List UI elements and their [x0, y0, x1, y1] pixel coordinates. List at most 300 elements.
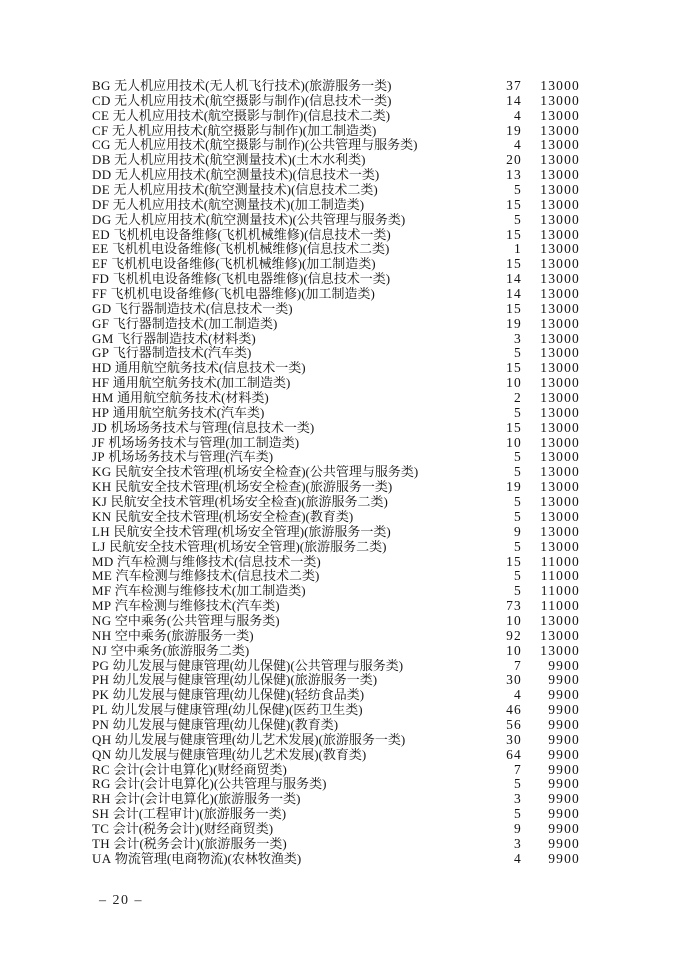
program-title: 幼儿发展与健康管理(幼儿保健)(教育类)	[112, 717, 339, 732]
enrollment-count: 5	[514, 776, 522, 792]
enrollment-count: 19	[506, 479, 522, 495]
tuition-fee: 9900	[548, 850, 580, 866]
table-row	[0, 614, 680, 629]
table-row	[0, 317, 680, 332]
program-code: DG	[92, 212, 112, 227]
table-row	[0, 480, 680, 495]
tuition-fee: 9900	[548, 716, 580, 732]
table-row	[0, 569, 680, 584]
tuition-fee: 13000	[540, 78, 580, 93]
program-name	[92, 525, 472, 540]
tuition-fee: 13000	[540, 152, 580, 168]
table-row	[0, 465, 680, 480]
program-name	[92, 599, 472, 614]
table-row	[0, 213, 680, 228]
program-name	[92, 703, 472, 718]
program-name	[92, 361, 472, 376]
program-name	[92, 763, 472, 778]
program-code: KN	[92, 509, 112, 524]
program-name	[92, 614, 472, 629]
program-code: LH	[92, 524, 110, 539]
enrollment-count: 4	[514, 850, 522, 866]
program-title: 会计(会计电算化)(公共管理与服务类)	[114, 777, 327, 792]
enrollment-count: 5	[514, 806, 522, 822]
program-code: KH	[92, 480, 112, 495]
program-title: 民航安全技术管理(机场安全检查)(旅游服务一类)	[114, 480, 393, 495]
tuition-fee: 11000	[540, 583, 580, 599]
enrollment-count: 15	[506, 256, 522, 272]
tuition-fee: 13000	[540, 196, 580, 212]
enrollment-count: 5	[514, 568, 522, 584]
program-code: HP	[92, 405, 110, 420]
table-row	[0, 287, 680, 302]
program-name	[92, 792, 472, 807]
enrollment-count: 19	[506, 122, 522, 138]
tuition-fee: 11000	[540, 568, 580, 584]
table-row	[0, 109, 680, 124]
program-name	[92, 822, 472, 837]
enrollment-count: 15	[506, 553, 522, 569]
table-row	[0, 495, 680, 510]
table-row	[0, 822, 680, 837]
enrollment-count: 9	[514, 820, 522, 836]
enrollment-count: 5	[514, 583, 522, 599]
table-row	[0, 436, 680, 451]
table-row	[0, 837, 680, 852]
program-code: PH	[92, 673, 110, 688]
program-title: 幼儿发展与健康管理(幼儿艺术发展)(旅游服务一类)	[114, 732, 406, 747]
program-code: ED	[92, 227, 110, 242]
table-row	[0, 629, 680, 644]
tuition-fee: 13000	[540, 375, 580, 391]
enrollment-count: 14	[506, 92, 522, 108]
enrollment-count: 3	[514, 330, 522, 346]
enrollment-count: 7	[514, 761, 522, 777]
program-code: GP	[92, 346, 110, 361]
program-code: JF	[92, 435, 105, 450]
program-code: DF	[92, 197, 110, 212]
enrollment-count: 4	[514, 687, 522, 703]
program-name	[92, 317, 472, 332]
tuition-fee: 13000	[540, 122, 580, 138]
program-name	[92, 153, 472, 168]
table-row	[0, 138, 680, 153]
program-code: TH	[92, 836, 110, 851]
enrollment-count: 10	[506, 612, 522, 628]
table-row	[0, 346, 680, 361]
tuition-fee: 13000	[540, 612, 580, 628]
enrollment-count: 5	[514, 449, 522, 465]
table-row	[0, 792, 680, 807]
program-name	[92, 183, 472, 198]
program-title: 飞行器制造技术(材料类)	[117, 331, 256, 346]
program-code: JP	[92, 450, 105, 465]
program-code: FD	[92, 272, 110, 287]
program-name	[92, 555, 472, 570]
program-title: 会计(会计电算化)(旅游服务一类)	[114, 792, 301, 807]
tuition-fee: 13000	[540, 627, 580, 643]
program-title: 汽车检测与维修技术(信息技术二类)	[115, 569, 320, 584]
program-code: PL	[92, 703, 108, 718]
enrollment-count: 9	[514, 523, 522, 539]
enrollment-count: 5	[514, 404, 522, 420]
program-code: QH	[92, 732, 112, 747]
program-code: UA	[92, 851, 112, 866]
program-title: 无人机应用技术(航空测量技术)(信息技术一类)	[114, 168, 380, 183]
program-title: 汽车检测与维修技术(加工制造类)	[114, 584, 306, 599]
tuition-fee: 13000	[540, 390, 580, 406]
enrollment-count: 19	[506, 315, 522, 331]
program-name	[92, 480, 472, 495]
program-code: LJ	[92, 539, 106, 554]
program-code: NJ	[92, 643, 108, 658]
enrollment-count: 5	[514, 182, 522, 198]
tuition-fee: 13000	[540, 419, 580, 435]
program-title: 飞机机电设备维修(飞机电器维修)(加工制造类)	[110, 287, 375, 302]
table-row	[0, 555, 680, 570]
table-row	[0, 644, 680, 659]
program-title: 飞机机电设备维修(飞机机械维修)(信息技术一类)	[113, 227, 391, 242]
program-name	[92, 406, 472, 421]
program-code: DB	[92, 153, 111, 168]
program-code: CF	[92, 123, 109, 138]
enrollment-count: 64	[506, 746, 522, 762]
program-name	[92, 718, 472, 733]
tuition-fee: 9900	[548, 746, 580, 762]
table-row	[0, 198, 680, 213]
program-title: 汽车检测与维修技术(汽车类)	[114, 599, 280, 614]
table-row	[0, 421, 680, 436]
enrollment-count: 5	[514, 494, 522, 510]
table-row	[0, 703, 680, 718]
program-title: 幼儿发展与健康管理(幼儿保健)(轻纺食品类)	[112, 688, 365, 703]
table-row	[0, 748, 680, 763]
program-title: 会计(税务会计)(财经商贸类)	[112, 821, 274, 836]
program-name	[92, 124, 472, 139]
tuition-fee: 13000	[540, 404, 580, 420]
tuition-fee: 13000	[540, 167, 580, 183]
enrollment-count: 30	[506, 672, 522, 688]
tuition-fee: 9900	[548, 776, 580, 792]
enrollment-count: 4	[514, 107, 522, 123]
tuition-fee: 9900	[548, 761, 580, 777]
tuition-fee: 13000	[540, 226, 580, 242]
program-name	[92, 569, 472, 584]
program-title: 无人机应用技术(航空摄影与制作)(信息技术二类)	[112, 108, 391, 123]
program-title: 幼儿发展与健康管理(幼儿保健)(旅游服务一类)	[112, 673, 378, 688]
page-number: – 20 –	[99, 893, 143, 908]
tuition-fee: 11000	[540, 553, 580, 569]
program-code: PN	[92, 717, 110, 732]
program-name	[92, 302, 472, 317]
table-row	[0, 391, 680, 406]
program-title: 空中乘务(旅游服务二类)	[110, 643, 250, 658]
program-code: JD	[92, 420, 108, 435]
program-code: RC	[92, 762, 110, 777]
table-row	[0, 332, 680, 347]
program-title: 幼儿发展与健康管理(幼儿艺术发展)(教育类)	[114, 747, 367, 762]
enrollment-count: 1	[514, 241, 522, 257]
tuition-fee: 13000	[540, 523, 580, 539]
program-name	[92, 495, 472, 510]
program-title: 空中乘务(旅游服务一类)	[114, 628, 254, 643]
tuition-fee: 9900	[548, 702, 580, 718]
enrollment-count: 37	[506, 78, 522, 93]
program-code: ME	[92, 569, 113, 584]
program-name	[92, 659, 472, 674]
program-name	[92, 688, 472, 703]
table-row	[0, 540, 680, 555]
tuition-fee: 13000	[540, 300, 580, 316]
tuition-fee: 13000	[540, 360, 580, 376]
program-code: EF	[92, 257, 108, 272]
tuition-fee: 13000	[540, 137, 580, 153]
program-name	[92, 540, 472, 555]
enrollment-count: 2	[514, 390, 522, 406]
program-code: NH	[92, 628, 112, 643]
tuition-fee: 9900	[548, 672, 580, 688]
program-title: 通用航空航务技术(信息技术一类)	[114, 361, 306, 376]
program-title: 机场场务技术与管理(汽车类)	[108, 450, 274, 465]
table-row	[0, 733, 680, 748]
tuition-fee: 9900	[548, 806, 580, 822]
tuition-fee: 13000	[540, 92, 580, 108]
tuition-fee: 11000	[540, 598, 580, 614]
program-title: 幼儿发展与健康管理(幼儿保健)(公共管理与服务类)	[112, 658, 404, 673]
program-code: RG	[92, 777, 111, 792]
enrollment-count: 46	[506, 702, 522, 718]
enrollment-count: 5	[514, 464, 522, 480]
tuition-fee: 13000	[540, 107, 580, 123]
program-code: GD	[92, 301, 112, 316]
program-title: 会计(工程审计)(旅游服务一类)	[112, 807, 287, 822]
tuition-fee: 13000	[540, 538, 580, 554]
enrollment-count: 4	[514, 137, 522, 153]
enrollment-count: 92	[506, 627, 522, 643]
program-code: HD	[92, 361, 112, 376]
program-title: 会计(税务会计)(旅游服务一类)	[113, 836, 287, 851]
program-title: 通用航空航务技术(汽车类)	[112, 405, 265, 420]
program-name	[92, 391, 472, 406]
table-row	[0, 450, 680, 465]
tuition-fee: 13000	[540, 286, 580, 302]
program-code: HF	[92, 376, 110, 391]
program-title: 机场场务技术与管理(加工制造类)	[108, 435, 300, 450]
program-title: 飞行器制造技术(加工制造类)	[112, 316, 278, 331]
program-title: 飞行器制造技术(信息技术一类)	[114, 301, 293, 316]
program-name	[92, 510, 472, 525]
program-name	[92, 644, 472, 659]
table-row	[0, 510, 680, 525]
program-code: KJ	[92, 495, 108, 510]
table-row	[0, 153, 680, 168]
program-name	[92, 733, 472, 748]
program-code: PK	[92, 688, 110, 703]
tuition-fee: 13000	[540, 330, 580, 346]
program-name	[92, 584, 472, 599]
program-title: 无人机应用技术(航空摄影与制作)(公共管理与服务类)	[114, 138, 418, 153]
program-title: 飞机机电设备维修(飞机机械维修)(信息技术二类)	[111, 242, 390, 257]
program-name	[92, 837, 472, 852]
enrollment-count: 3	[514, 835, 522, 851]
program-name	[92, 228, 472, 243]
enrollment-count: 13	[506, 167, 522, 183]
tuition-fee: 9900	[548, 657, 580, 673]
table-row	[0, 124, 680, 139]
table-row	[0, 777, 680, 792]
tuition-fee: 13000	[540, 345, 580, 361]
program-code: CE	[92, 108, 110, 123]
table-row	[0, 688, 680, 703]
program-code: DD	[92, 168, 112, 183]
table-row	[0, 584, 680, 599]
enrollment-count: 15	[506, 226, 522, 242]
program-title: 无人机应用技术(无人机飞行技术)(旅游服务一类)	[114, 79, 392, 93]
program-name	[92, 287, 472, 302]
program-title: 通用航空航务技术(加工制造类)	[112, 376, 291, 391]
tuition-fee: 13000	[540, 449, 580, 465]
program-name	[92, 807, 472, 822]
tuition-fee: 13000	[540, 315, 580, 331]
program-name	[92, 450, 472, 465]
program-code: MF	[92, 584, 112, 599]
program-code: GF	[92, 316, 110, 331]
program-title: 无人机应用技术(航空测量技术)(信息技术二类)	[113, 183, 378, 198]
program-title: 飞机机电设备维修(飞机机械维修)(加工制造类)	[111, 257, 376, 272]
table-row	[0, 302, 680, 317]
program-name	[92, 421, 472, 436]
tuition-fee: 13000	[540, 642, 580, 658]
program-title: 机场场务技术与管理(信息技术一类)	[110, 420, 315, 435]
program-name	[92, 673, 472, 688]
enrollment-count: 20	[506, 152, 522, 168]
program-title: 通用航空航务技术(材料类)	[117, 391, 269, 406]
program-code: MP	[92, 599, 112, 614]
table-row	[0, 659, 680, 674]
table-row	[0, 376, 680, 391]
program-table	[0, 79, 680, 867]
tuition-fee: 13000	[540, 479, 580, 495]
table-row	[0, 168, 680, 183]
program-title: 会计(会计电算化)(财经商贸类)	[113, 762, 287, 777]
program-title: 民航安全技术管理(机场安全管理)(旅游服务一类)	[113, 524, 391, 539]
program-name	[92, 748, 472, 763]
table-row	[0, 183, 680, 198]
program-title: 飞行器制造技术(汽车类)	[112, 346, 252, 361]
enrollment-count: 5	[514, 508, 522, 524]
table-row	[0, 361, 680, 376]
program-name	[92, 436, 472, 451]
program-code: CD	[92, 93, 111, 108]
program-code: SH	[92, 807, 110, 822]
enrollment-count: 5	[514, 211, 522, 227]
table-row	[0, 79, 680, 94]
program-name	[92, 198, 472, 213]
enrollment-count: 56	[506, 716, 522, 732]
tuition-fee: 9900	[548, 687, 580, 703]
program-title: 无人机应用技术(航空摄影与制作)(加工制造类)	[112, 123, 377, 138]
table-row	[0, 807, 680, 822]
program-code: PG	[92, 658, 110, 673]
enrollment-count: 3	[514, 791, 522, 807]
program-title: 无人机应用技术(航空测量技术)(土木水利类)	[114, 153, 366, 168]
program-code: BG	[92, 79, 111, 93]
table-row	[0, 406, 680, 421]
program-code: TC	[92, 821, 110, 836]
table-row	[0, 228, 680, 243]
table-row	[0, 94, 680, 109]
program-title: 民航安全技术管理(机场安全管理)(旅游服务二类)	[109, 539, 387, 554]
program-name	[92, 346, 472, 361]
program-name	[92, 272, 472, 287]
tuition-fee: 13000	[540, 434, 580, 450]
enrollment-count: 15	[506, 419, 522, 435]
program-name	[92, 138, 472, 153]
program-title: 民航安全技术管理(机场安全检查)(教育类)	[114, 509, 354, 524]
program-code: DE	[92, 183, 110, 198]
table-row	[0, 599, 680, 614]
tuition-fee: 13000	[540, 211, 580, 227]
enrollment-count: 73	[506, 598, 522, 614]
enrollment-count: 10	[506, 375, 522, 391]
program-code: GM	[92, 331, 114, 346]
enrollment-count: 5	[514, 538, 522, 554]
tuition-fee: 13000	[540, 256, 580, 272]
program-code: FF	[92, 287, 108, 302]
program-code: CG	[92, 138, 111, 153]
program-name	[92, 376, 472, 391]
table-row	[0, 257, 680, 272]
tuition-fee: 9900	[548, 820, 580, 836]
tuition-fee: 9900	[548, 835, 580, 851]
program-name	[92, 465, 472, 480]
program-title: 无人机应用技术(航空测量技术)(加工制造类)	[112, 197, 365, 212]
enrollment-count: 10	[506, 642, 522, 658]
tuition-fee: 13000	[540, 464, 580, 480]
program-name	[92, 629, 472, 644]
program-title: 飞机机电设备维修(飞机电器维修)(信息技术一类)	[112, 272, 391, 287]
enrollment-count: 30	[506, 731, 522, 747]
program-code: NG	[92, 613, 112, 628]
enrollment-count: 14	[506, 286, 522, 302]
program-code: MD	[92, 554, 114, 569]
enrollment-count: 5	[514, 345, 522, 361]
tuition-fee: 9900	[548, 731, 580, 747]
table-row	[0, 272, 680, 287]
program-code: RH	[92, 792, 111, 807]
program-code: QN	[92, 747, 112, 762]
enrollment-count: 7	[514, 657, 522, 673]
table-row	[0, 763, 680, 778]
program-title: 空中乘务(公共管理与服务类)	[114, 613, 280, 628]
table-row	[0, 673, 680, 688]
program-code: EE	[92, 242, 109, 257]
enrollment-count: 15	[506, 360, 522, 376]
table-row	[0, 242, 680, 257]
tuition-fee: 13000	[540, 508, 580, 524]
program-name	[92, 213, 472, 228]
enrollment-count: 15	[506, 196, 522, 212]
enrollment-count: 10	[506, 434, 522, 450]
program-code: KG	[92, 465, 112, 480]
program-name	[92, 94, 472, 109]
tuition-fee: 13000	[540, 271, 580, 287]
program-name	[92, 332, 472, 347]
program-name	[92, 79, 472, 94]
program-title: 无人机应用技术(航空摄影与制作)(信息技术一类)	[114, 93, 392, 108]
table-row	[0, 525, 680, 540]
program-name	[92, 852, 472, 867]
